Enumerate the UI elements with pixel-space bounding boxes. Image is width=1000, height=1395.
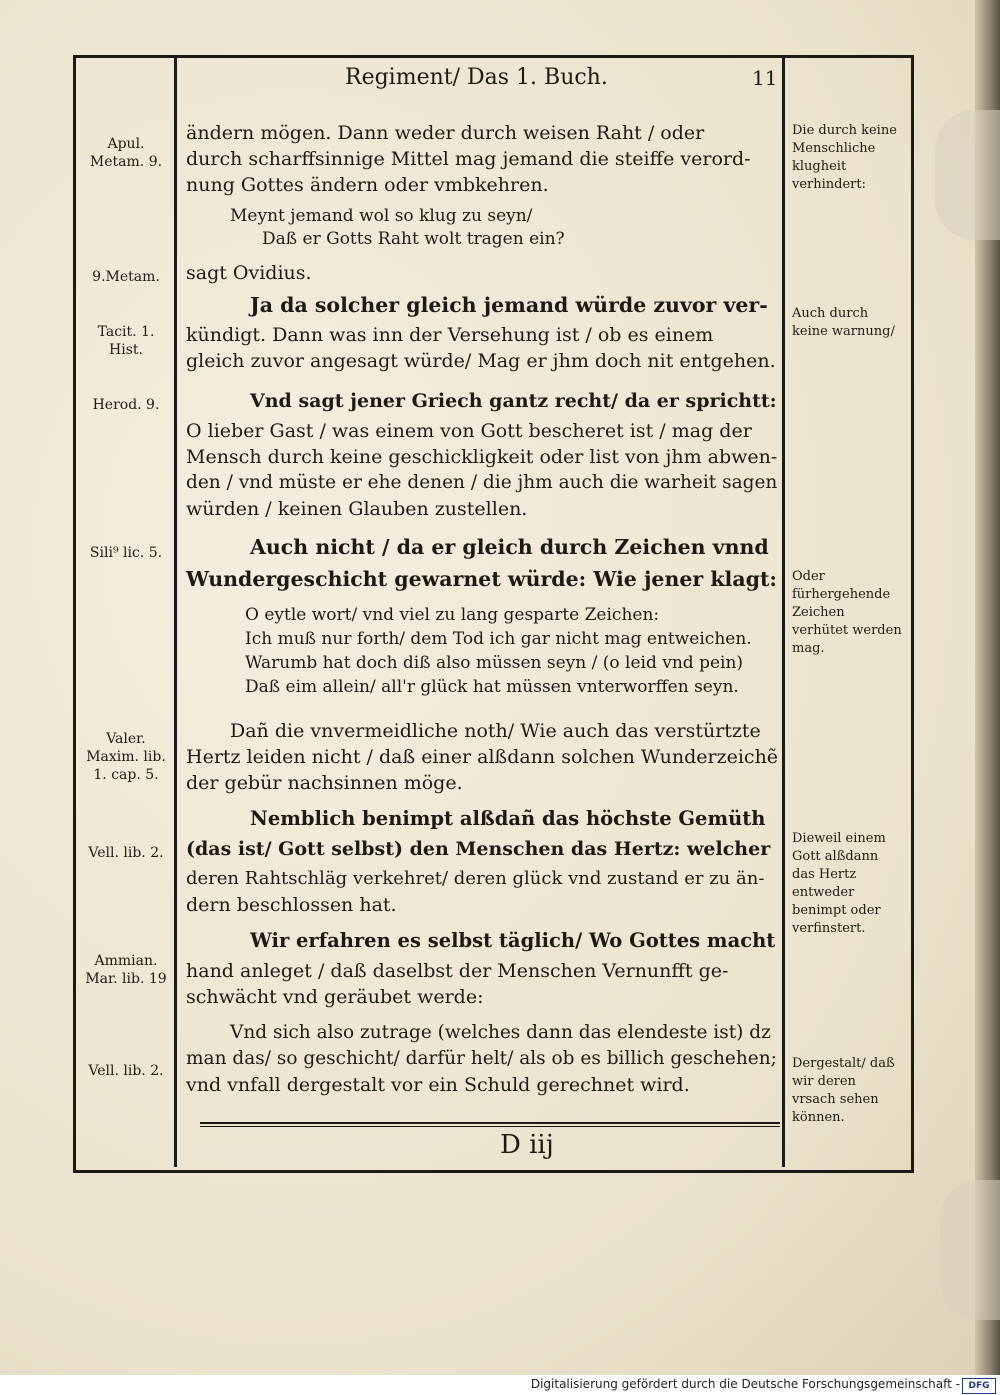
text-line: hand anleget / daß daselbst der Menschen Vernunfft ge- xyxy=(186,960,729,982)
text-line: nung Gottes ändern oder vmbkehren. xyxy=(186,174,549,196)
page-tab-bottom xyxy=(940,1180,1000,1320)
text-line: schwächt vnd geräubet werde: xyxy=(186,986,484,1008)
right-note: Oder fürhergehende Zeichen verhütet werden mag. xyxy=(792,569,902,656)
verse-line: Meynt jemand wol so klug zu seyn/ xyxy=(230,206,533,226)
text-line: Vnd sich also zutrage (welches dann das elendeste ist) dz xyxy=(230,1022,771,1043)
right-note: Die durch keine Menschliche klugheit verhindert: xyxy=(792,123,897,192)
left-note: Vell. lib. 2. xyxy=(88,845,164,861)
left-note: Vell. lib. 2. xyxy=(88,1063,164,1079)
bottom-rule xyxy=(200,1122,780,1124)
text-line-large: Nemblich benimpt alßdañ das höchste Gemüth xyxy=(250,807,766,830)
right-note: Dieweil einem Gott alßdann das Hertz entweder benimpt oder verfinstert. xyxy=(792,831,886,936)
text-line: vnd vnfall dergestalt vor ein Schuld gerechnet wird. xyxy=(186,1074,690,1096)
text-line-large: Ja da solcher gleich jemand würde zuvor ver- xyxy=(250,293,768,317)
folio-number: 11 xyxy=(752,66,778,90)
text-line: kündigt. Dann was inn der Versehung ist / ob es einem xyxy=(186,324,714,346)
text-line: der gebür nachsinnen möge. xyxy=(186,772,463,794)
catchword-signature: D iij xyxy=(500,1130,554,1160)
verse-line: Daß er Gotts Raht wolt tragen ein? xyxy=(262,229,565,249)
left-note: 9.Metam. xyxy=(92,269,160,285)
text-line: sagt Ovidius. xyxy=(186,262,312,284)
text-line-large: Vnd sagt jener Griech gantz recht/ da er sprichtt: xyxy=(250,390,777,412)
right-margin-rule xyxy=(782,58,785,1167)
text-line: ändern mögen. Dann weder durch weisen Raht / oder xyxy=(186,122,705,144)
text-line-large: Wundergeschicht gewarnet würde: Wie jener klagt: xyxy=(186,567,777,591)
text-line: durch scharffsinnige Mittel mag jemand die steiffe verord- xyxy=(186,148,751,170)
text-line: O lieber Gast / was einem von Gott bescheret ist / mag der xyxy=(186,420,752,442)
running-head: Regiment/ Das 1. Buch. xyxy=(345,65,608,90)
dfg-logo: DFG xyxy=(962,1378,996,1394)
funding-note: Digitalisierung gefördert durch die Deutsche Forschungsgemeinschaft - xyxy=(530,1377,960,1391)
left-note: Tacit. 1. Hist. xyxy=(97,324,155,358)
left-note: Apul. Metam. 9. xyxy=(89,136,163,170)
verse-line: Warumb hat doch diß also müssen seyn / (o leid vnd pein) xyxy=(245,653,744,673)
bottom-rule-thin xyxy=(200,1126,780,1127)
page-tab-top xyxy=(935,110,1000,240)
text-line-large: Wir erfahren es selbst täglich/ Wo Gottes macht xyxy=(250,929,776,952)
left-note: Ammian. Mar. lib. 19 xyxy=(85,953,167,987)
text-line: Mensch durch keine geschickligkeit oder list von jhm abwen- xyxy=(186,446,778,468)
right-note: Dergestalt/ daß wir deren vrsach sehen können. xyxy=(792,1056,895,1125)
right-note: Auch durch keine warnung/ xyxy=(792,306,895,339)
text-line: den / vnd müste er ehe denen / die jhm auch die warheit sagen xyxy=(186,472,778,493)
text-line: Dañ die vnvermeidliche noth/ Wie auch das verstürtzte xyxy=(230,720,761,742)
verse-line: O eytle wort/ vnd viel zu lang gesparte Zeichen: xyxy=(245,605,660,625)
text-line: gleich zuvor angesagt würde/ Mag er jhm doch nit entgehen. xyxy=(186,350,776,372)
text-line: Hertz leiden nicht / daß einer alßdann solchen Wunderzeichẽ xyxy=(186,746,779,768)
footer-bar xyxy=(0,1375,1000,1395)
text-line: man das/ so geschicht/ darfür helt/ als ob es billich geschehen; xyxy=(186,1048,777,1069)
text-line: deren Rahtschläg verkehret/ deren glück vnd zustand er zu än- xyxy=(186,868,765,889)
left-margin-rule xyxy=(174,58,177,1167)
text-line: dern beschlossen hat. xyxy=(186,894,397,916)
text-line-large: Auch nicht / da er gleich durch Zeichen vnnd xyxy=(250,535,769,559)
verse-line: Daß eim allein/ all'r glück hat müssen vnterworffen seyn. xyxy=(245,677,739,697)
verse-line: Ich muß nur forth/ dem Tod ich gar nicht mag entweichen. xyxy=(245,629,752,649)
left-note: Herod. 9. xyxy=(92,397,160,413)
left-note: Valer. Maxim. lib. 1. cap. 5. xyxy=(86,731,166,783)
text-line-large: (das ist/ Gott selbst) den Menschen das Hertz: welcher xyxy=(186,838,771,860)
left-note: Sili⁹ lic. 5. xyxy=(89,545,163,561)
text-line: würden / keinen Glauben zustellen. xyxy=(186,498,528,520)
